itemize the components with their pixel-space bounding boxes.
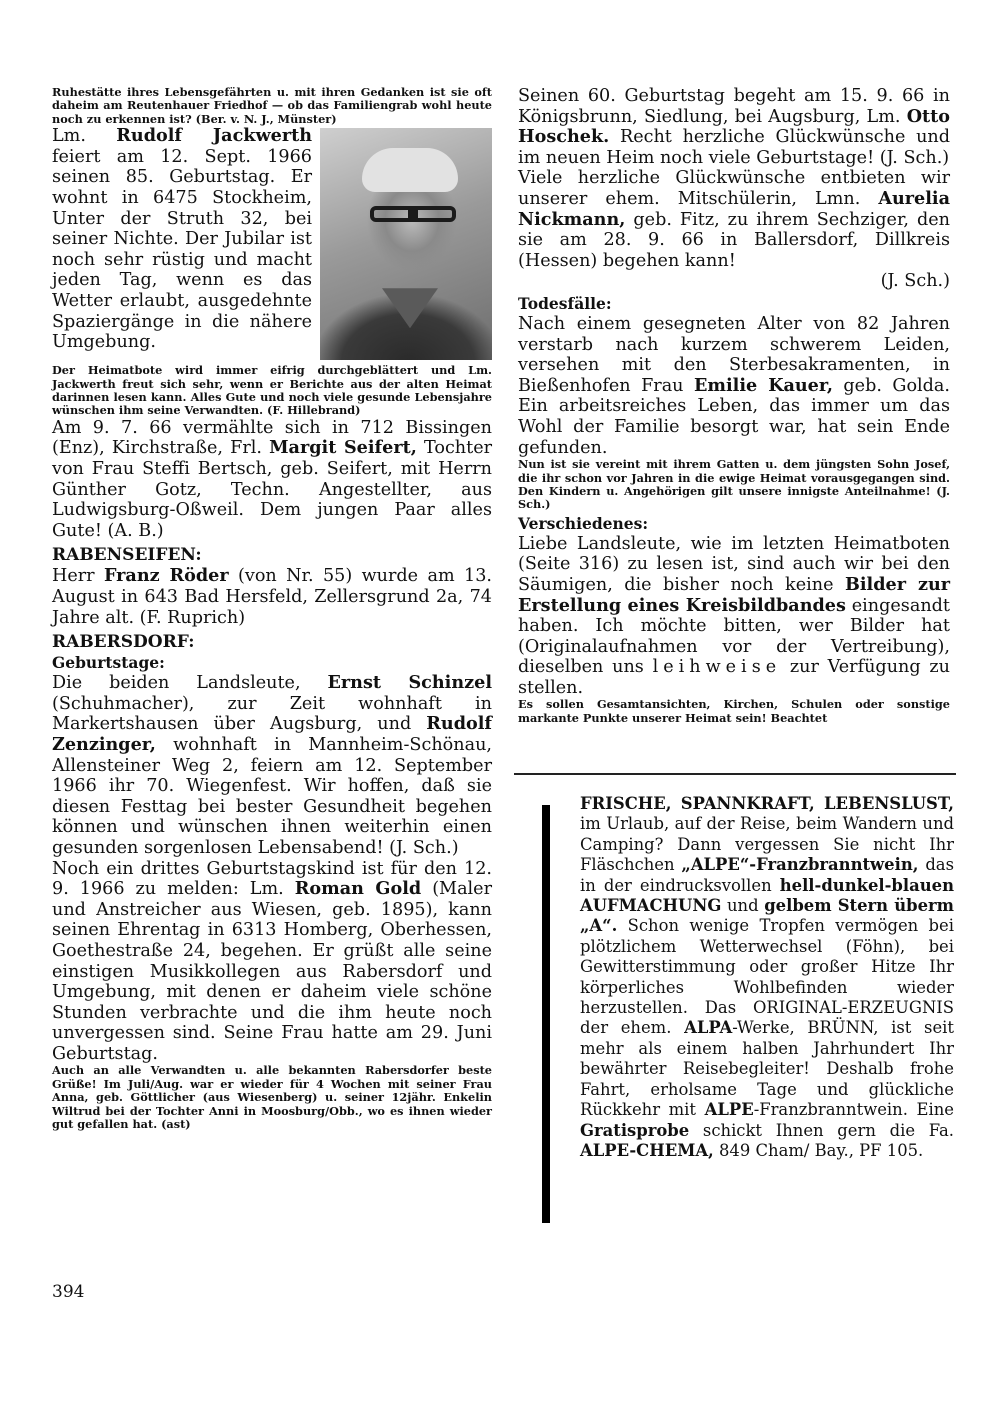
verschiedenes-text: Liebe Landsleute, wie im letzten Heimatboten (Seite 316) zu lesen ist, sind auch wir bei den Säumigen, die bisher noch keine Bilder zur Erstellung eines Kreisbildbandes eingesandt haben. Ich möchte bitten, wer Bilder hat (Originalaufnahmen vor der Vertreibung), dieselben uns leihweise zur Verfügung zu stellen. bbox=[518, 533, 951, 698]
left-column bbox=[52, 86, 492, 1132]
nickmann-text: Viele herzliche Glückwünsche entbieten wir unserer ehem. Mitschülerin, Lmn. Aurelia Nickmann, geb. Fitz, zu ihrem Sechziger, den sie am 28. 9. 66 in Ballersdorf, Dillkreis (Hessen) begehen kann! bbox=[518, 168, 951, 271]
jackwerth-section bbox=[52, 126, 492, 418]
todesfaelle-heading: Todesfälle: bbox=[518, 293, 612, 313]
portrait-photo bbox=[320, 128, 492, 360]
geburtstage-subheading: Geburtstage: bbox=[52, 653, 165, 673]
hoschek-text: Seinen 60. Geburtstag begeht am 15. 9. 66 in Königsbrunn, Siedlung, bei Augsburg, Lm. Otto Hoschek. Recht herzliche Glückwünsche und im neuen Heim noch viele Geburtstage! (J. Sch.) bbox=[518, 86, 951, 168]
wedding-text: Am 9. 7. 66 vermählte sich in 712 Bissingen (Enz), Kirchstraße, Frl. Margit Seifert, Tochter von Frau Steffi Bertsch, geb. Seifert, mit Herrn Günther Gotz, Techn. Angestellter, aus Ludwigsburg-Oßweil. Dem jungen Paar alles Gute! (A. B.) bbox=[52, 417, 493, 541]
verschiedenes-heading: Verschiedenes: bbox=[518, 513, 649, 533]
jackwerth-name: Rudolf Jackwerth bbox=[116, 125, 313, 147]
todesfaelle-note: Nun ist sie vereint mit ihrem Gatten u. dem jüngsten Sohn Josef, die ihr schon vor Jahren in die ewige Heimat vorausgegangen sind. Den Kindern u. Angehörigen gilt unsere innigste Anteilnahme! (J. Sch.) bbox=[518, 457, 950, 512]
advert-text: FRISCHE, SPANNKRAFT, LEBENSLUST, im Urlaub, auf der Reise, beim Wandern und Camping? Dann vergessen Sie nicht Ihr Fläschchen „ALPE“-Franzbranntwein, das in der eindrucksvollen hell-dunkel-blauen AUFMACHUNG und gelbem Stern überm „A“. Schon wenige Tropfen vermögen bei plötzlichem Wetterwechsel (Föhn), bei Gewitterstimmung oder großer Hitze Ihr körperliches Wohlbefinden wieder herzustellen. Das ORIGINAL-ERZEUGNIS der ehem. ALPA-Werke, BRÜNN, ist seit mehr als einem halben Jahrhundert Ihr bewährter Reisebegleiter! Deshalb frohe Fahrt, erholsame Tage und glückliche Rückkehr mit ALPE-Franzbranntwein. Eine Gratisprobe schickt Ihnen gern die Fa. ALPE-CHEMA, 849 Cham/ Bay., PF 105. bbox=[580, 794, 954, 1160]
jackwerth-text: Lm. Rudolf Jackwerth feiert am 12. Sept. 1966 seinen 85. Geburtstag. Er wohnt in 6475 Stockheim, Unter der Struth 32, bei seiner Nichte. Der Jubilar ist noch sehr rüstig und macht jeden Tag, wenn es das Wetter erlaubt, ausgedehnte Spaziergänge in die nähere Umgebung. bbox=[52, 125, 313, 353]
jackwerth-note: Der Heimatbote wird immer eifrig durchgeblättert und Lm. Jackwerth freut sich sehr, wenn er Berichte aus der alten Heimat darinnen lesen kann. Alles Gute und noch viele gesunde Lebensjahre wünschen ihm seine Verwandten. (F. Hillebrand) bbox=[52, 363, 492, 418]
rabersdorf-heading: RABERSDORF: bbox=[52, 632, 195, 653]
section-divider bbox=[514, 773, 956, 775]
rabersdorf-note: Auch an alle Verwandten u. alle bekannten Rabersdorfer beste Grüße! Im Juli/Aug. war er wieder für 4 Wochen mit seiner Frau Anna, geb. Göttlicher (aus Wiesenberg) u. seiner 12jähr. Enkelin Wiltrud bei der Tochter Anni in Moosburg/Obb., wo es ihnen wieder gut gefallen hat. (ast) bbox=[52, 1063, 492, 1132]
rabenseifen-text: Herr Franz Röder (von Nr. 55) wurde am 13. August in 643 Bad Hersfeld, Zellersgrund 2a, 74 Jahre alt. (F. Ruprich) bbox=[52, 565, 492, 628]
rabersdorf-p1: Die beiden Landsleute, Ernst Schinzel (Schuhmacher), zur Zeit wohnhaft in Markertshausen über Augsburg, und Rudolf Zenzinger, wohnhaft in Mannheim-Schönau, Allensteiner Weg 2, feiern am 12. September 1966 ihr 70. Wiegenfest. Wir hoffen, daß sie diesen Festtag bei bester Gesundheit begehen können und wünschen ihnen weiterhin einen gesunden sorgenlosen Lebensabend! (J. Sch.) bbox=[52, 672, 492, 858]
right-column bbox=[518, 86, 950, 725]
intro-note: Ruhestätte ihres Lebensgefährten u. mit ihren Gedanken ist sie oft daheim am Reutenhauer Friedhof — ob das Familiengrab wohl heute noch zu erkennen ist? (Ber. v. N. J., Münster) bbox=[52, 85, 492, 126]
page-number: 394 bbox=[52, 1282, 85, 1302]
advert-side-bar bbox=[542, 805, 550, 1223]
rabenseifen-heading: RABENSEIFEN: bbox=[52, 545, 202, 566]
rabersdorf-p2: Noch ein drittes Geburtstagskind ist für den 12. 9. 1966 zu melden: Lm. Roman Gold (Maler und Anstreicher aus Wiesen, geb. 1895), kann seinen Ehrentag in 6313 Homberg, Oberhessen, Goethestraße 24, begehen. Er grüßt alle seine einstigen Musikkollegen aus Rabersdorf und Umgebung, mit denen er daheim viele schöne Stunden verbrachte und die ihm heute noch unvergessen sind. Seine Frau hatte am 29. Juni Geburtstag. bbox=[52, 858, 493, 1064]
todesfaelle-text: Nach einem gesegneten Alter von 82 Jahren verstarb nach kurzem schwerem Leiden, versehen mit den Sterbesakramenten, in Bießenhofen Frau Emilie Kauer, geb. Golda. Ein arbeitsreiches Leben, das immer um das Wohl der Familie besorgt war, hat sein Ende gefunden. bbox=[518, 313, 951, 458]
verschiedenes-note: Es sollen Gesamtansichten, Kirchen, Schulen oder sonstige markante Punkte unserer Heimat sein! Beachtet bbox=[518, 697, 950, 725]
nickmann-signature: (J. Sch.) bbox=[880, 271, 950, 292]
